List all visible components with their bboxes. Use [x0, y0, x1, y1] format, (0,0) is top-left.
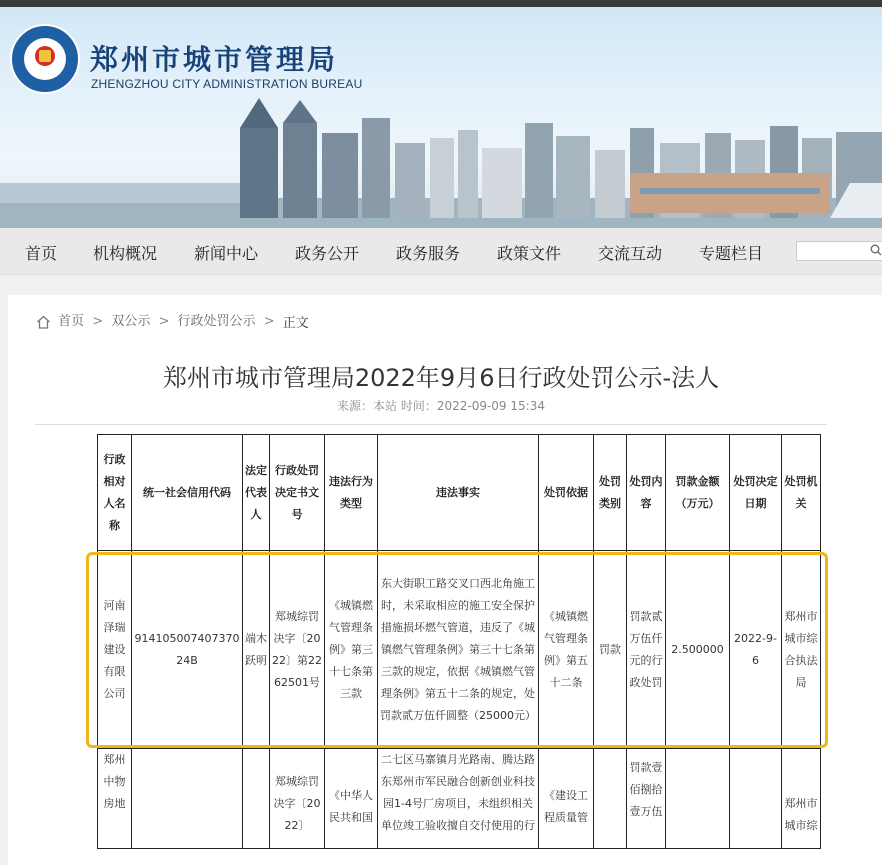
- breadcrumb-current: 正文: [282, 316, 309, 331]
- table-header: 统一社会信用代码: [132, 435, 243, 551]
- breadcrumb-penalty-publicity[interactable]: 行政处罚公示: [177, 314, 256, 329]
- nav-item-about[interactable]: 机构概况: [93, 244, 158, 263]
- nav-item-gov-services[interactable]: 政务服务: [396, 244, 461, 263]
- article-meta: 来源：本站 时间：2022-09-09 15:34: [337, 399, 545, 413]
- nav-item-news[interactable]: 新闻中心: [194, 244, 259, 263]
- table-cell: 罚款壹佰捌拾壹万伍: [627, 749, 666, 849]
- search-icon[interactable]: [870, 244, 882, 256]
- table-cell: 二七区马寨镇月光路南、腾达路东郑州市军民融合创新创业科技园1-4号厂房项目，未组织相关单位竣工验收擅自交付使用的行: [378, 749, 539, 849]
- main-nav: [0, 228, 882, 275]
- nav-item-home[interactable]: 首页: [25, 244, 58, 263]
- table-cell: 郑州市城市综: [782, 749, 821, 849]
- table-cell: [594, 749, 627, 849]
- site-title: 郑州市城市管理局: [90, 43, 339, 76]
- title-divider: [35, 424, 827, 425]
- table-cell: [666, 749, 730, 849]
- table-cell: [243, 749, 270, 849]
- table-cell: [730, 749, 782, 849]
- table-header: 法定代表人: [243, 435, 270, 551]
- top-strip: [0, 0, 882, 7]
- home-icon: [36, 315, 51, 329]
- penalty-table: [97, 434, 821, 849]
- table-cell: 《城镇燃气管理条例》第三十七条第三款: [325, 551, 378, 749]
- table-row: [98, 551, 821, 749]
- table-cell: 2.500000: [666, 551, 730, 749]
- breadcrumb-separator: >: [263, 314, 275, 329]
- table-cell: 郑州市城市综合执法局: [782, 551, 821, 749]
- table-header: 处罚决定日期: [730, 435, 782, 551]
- table-header: 处罚类别: [594, 435, 627, 551]
- table-cell: 罚款贰万伍仟元的行政处罚: [627, 551, 666, 749]
- table-header: 违法行为类型: [325, 435, 378, 551]
- table-row: [98, 749, 821, 849]
- nav-item-policy[interactable]: 政策文件: [497, 244, 562, 263]
- table-cell: 郑城综罚决字〔2022〕第2262501号: [270, 551, 325, 749]
- breadcrumb-separator: >: [158, 314, 170, 329]
- table-cell: 河南泽瑞建设有限公司: [98, 551, 132, 749]
- nav-item-interaction[interactable]: 交流互动: [598, 244, 663, 263]
- table-header: 处罚内容: [627, 435, 666, 551]
- table-header: 处罚依据: [539, 435, 594, 551]
- table-cell: 罚款: [594, 551, 627, 749]
- table-cell: 郑州中物房地: [98, 749, 132, 849]
- breadcrumb: [36, 310, 309, 331]
- table-cell: 《中华人民共和国: [325, 749, 378, 849]
- table-header: 违法事实: [378, 435, 539, 551]
- table-header: 行政处罚决定书文号: [270, 435, 325, 551]
- nav-item-gov-affairs[interactable]: 政务公开: [295, 244, 360, 263]
- breadcrumb-home[interactable]: 首页: [58, 314, 85, 329]
- table-cell: 东大街职工路交叉口西北角施工时，未采取相应的施工安全保护措施损坏燃气管道，违反了《城镇燃气管理条例》第三十七条第三款的规定，依据《城镇燃气管理条例》第五十二条的规定，处罚款贰万伍仟圆整（25000元）: [378, 551, 539, 749]
- site-subtitle: ZHENGZHOU CITY ADMINISTRATION BUREAU: [91, 77, 363, 91]
- table-cell: 2022-9-6: [730, 551, 782, 749]
- header-banner: [0, 0, 882, 228]
- table-header: 罚款金额（万元）: [666, 435, 730, 551]
- table-cell: 91410500740737024B: [132, 551, 243, 749]
- city-skyline-image: [0, 88, 882, 228]
- table-header-row: [98, 435, 821, 551]
- table-cell: 端木跃明: [243, 551, 270, 749]
- table-header: 行政相对人名称: [98, 435, 132, 551]
- table-cell: 郑城综罚决字〔2022〕: [270, 749, 325, 849]
- breadcrumb-separator: >: [92, 314, 104, 329]
- bureau-emblem-logo: [10, 24, 80, 94]
- page-title: 郑州市城市管理局2022年9月6日行政处罚公示-法人: [162, 364, 720, 392]
- table-header: 处罚机关: [782, 435, 821, 551]
- nav-item-topics[interactable]: 专题栏目: [699, 244, 764, 263]
- table-cell: [132, 749, 243, 849]
- table-cell: 《城镇燃气管理条例》第五十二条: [539, 551, 594, 749]
- breadcrumb-dual-publicity[interactable]: 双公示: [111, 314, 151, 329]
- table-cell: 《建设工程质量管: [539, 749, 594, 849]
